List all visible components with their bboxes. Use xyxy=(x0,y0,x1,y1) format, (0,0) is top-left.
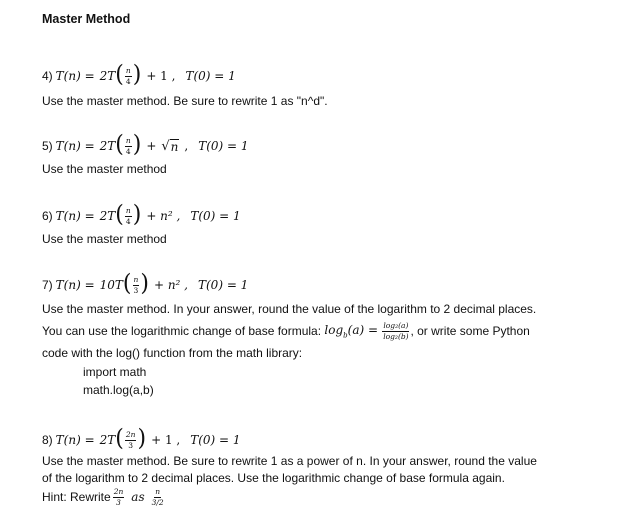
fraction: $\frac{2n}{3}$ xyxy=(125,430,136,450)
initial-condition: T(0) = 1 xyxy=(198,278,249,292)
problem-6-instructions: Use the master method xyxy=(42,232,167,246)
hint-as: as xyxy=(131,490,145,505)
equation-rest: + n² , xyxy=(153,278,188,292)
equation-coef: 2T xyxy=(99,69,116,83)
fraction: $\frac{n}{4}$ xyxy=(125,136,131,156)
initial-condition: T(0) = 1 xyxy=(190,433,241,447)
problem-number: 4) xyxy=(42,69,53,83)
page-title: Master Method xyxy=(42,12,131,26)
problem-number: 6) xyxy=(42,209,53,223)
problem-8-hint xyxy=(42,488,165,507)
fraction: $\frac{n}{4}$ xyxy=(125,206,131,226)
equation-coef: 2T xyxy=(99,209,116,223)
problem-number: 7) xyxy=(42,278,53,292)
problem-8-equation: 8) T(n) = 2T ( $\frac{2n}{3}$ ) + 1 , T(0) = 1 xyxy=(42,425,241,452)
square-root: √ n xyxy=(161,138,179,154)
code-line-1: import math xyxy=(83,365,147,379)
problem-7-instructions-line1: Use the master method. In your answer, round the value of the logarithm to 2 decimal places. xyxy=(42,302,537,316)
hint-label: Hint: Rewrite xyxy=(42,490,111,505)
plus-sign: + xyxy=(146,139,157,153)
problem-8-instructions-line1: Use the master method. Be sure to rewrite 1 as a power of n. In your answer, round the value xyxy=(42,454,537,468)
equation-lhs: T(n) = xyxy=(55,278,95,292)
problem-7-instructions-line2 xyxy=(42,322,530,341)
problem-8-instructions-line2: of the logarithm to 2 decimal places. Use the logarithmic change of base formula again. xyxy=(42,471,505,485)
equation-coef: 2T xyxy=(99,139,116,153)
fraction: $\frac{n}{3}$ xyxy=(133,275,139,295)
equation-lhs: T(n) = xyxy=(55,69,95,83)
equation-rest: + 1 , xyxy=(146,69,176,83)
log-formula-fraction: $\frac{\text{log₂(a)}}{\text{log₂(b)}}$ xyxy=(383,321,409,341)
problem-5-instructions: Use the master method xyxy=(42,162,167,176)
initial-condition: T(0) = 1 xyxy=(190,209,241,223)
code-line-2: math.log(a,b) xyxy=(83,383,154,397)
problem-7-instructions-line3: code with the log() function from the math library: xyxy=(42,346,303,360)
problem-6-equation: 6) T(n) = 2T ( $\frac{n}{4}$ ) + n² , T(0) = 1 xyxy=(42,201,241,228)
initial-condition: T(0) = 1 xyxy=(198,139,249,153)
equation-lhs: T(n) = xyxy=(55,433,95,447)
equation-coef: 2T xyxy=(99,433,116,447)
formula-outro: , or write some Python xyxy=(410,324,530,339)
problem-number: 5) xyxy=(42,139,53,153)
hint-fraction-1: 2n 3 xyxy=(113,487,124,507)
log-formula-lhs: $\log_b(a)$ = xyxy=(324,323,379,340)
initial-condition: T(0) = 1 xyxy=(185,69,236,83)
equation-rest: + n² , xyxy=(146,209,181,223)
problem-number: 8) xyxy=(42,433,53,447)
problem-5-equation: 5) T(n) = 2T ( $\frac{n}{4}$ ) + √ n , T(0) = 1 xyxy=(42,131,249,158)
comma: , xyxy=(184,139,189,153)
fraction: $\frac{n}{4}$ xyxy=(125,66,131,86)
problem-7-equation: 7) T(n) = 10T ( $\frac{n}{3}$ ) + n² , T(0) = 1 xyxy=(42,270,249,297)
equation-lhs: T(n) = xyxy=(55,209,95,223)
formula-intro: You can use the logarithmic change of base formula: xyxy=(42,324,322,339)
equation-lhs: T(n) = xyxy=(55,139,95,153)
problem-4-equation: 4) T(n) = 2T ( $\frac{n}{4}$ ) + 1 , T(0) = 1 xyxy=(42,61,236,88)
hint-fraction-2: n 3/2 xyxy=(151,487,164,507)
problem-4-instructions: Use the master method. Be sure to rewrite 1 as "n^d". xyxy=(42,94,328,108)
equation-rest: + 1 , xyxy=(151,433,181,447)
equation-coef: 10T xyxy=(99,278,123,292)
